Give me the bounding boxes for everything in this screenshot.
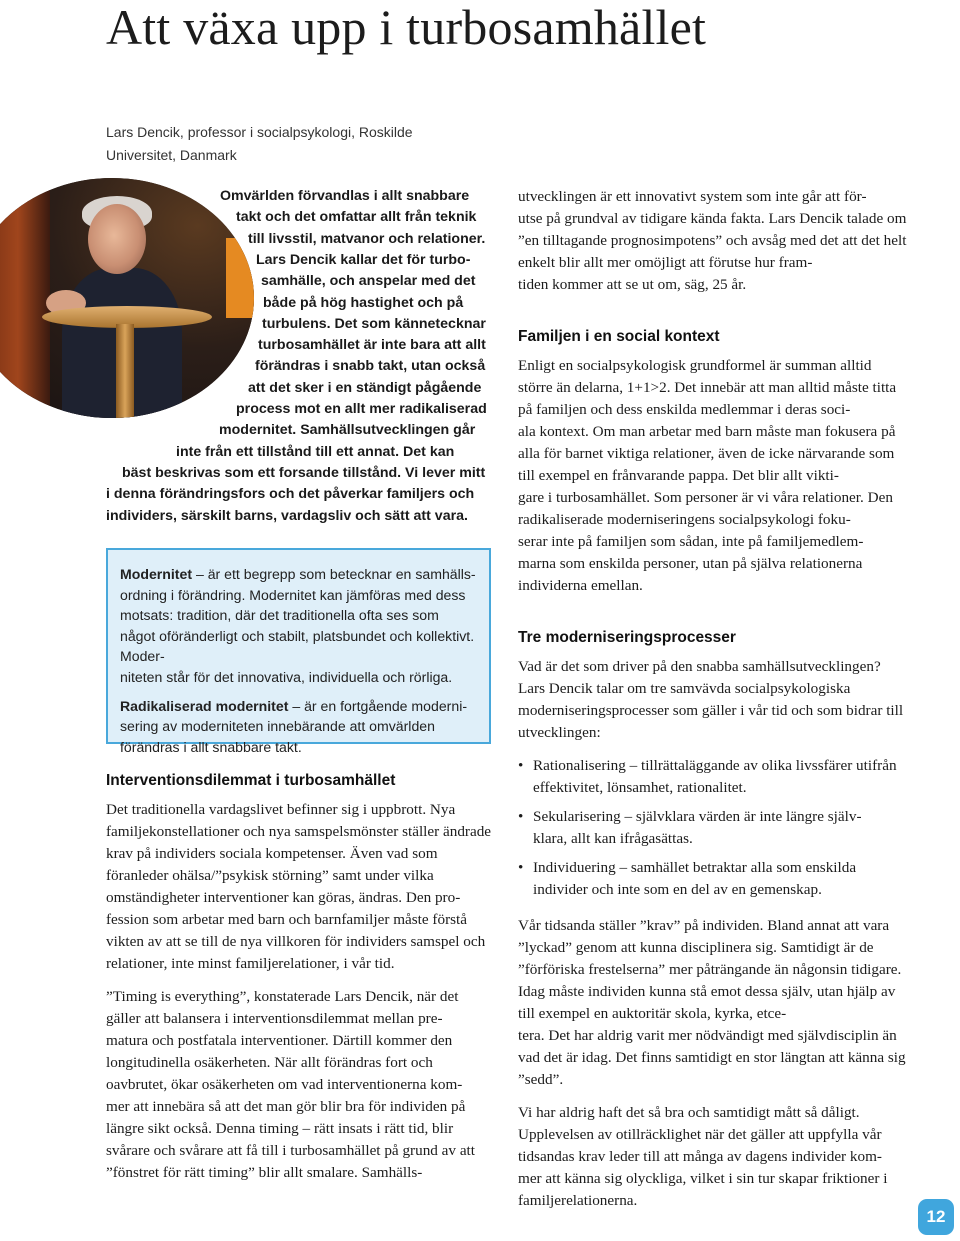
page-title: Att växa upp i turbosamhället bbox=[106, 0, 707, 55]
lead-line: inte från ett tillstånd till ett annat. Det kan bbox=[176, 443, 455, 460]
body-paragraph: Vad är det som driver på den snabba samhällsutvecklingen? Lars Dencik talar om tre samvävda socialpsykologiska moderniseringsprocesser som gäller i vår tid och som bidrar till utvecklingen: bbox=[518, 658, 904, 741]
definition-radikaliserad-modernitet bbox=[120, 696, 477, 758]
lead-line: individers, särskilt barns, vardagsliv och sätt att vara. bbox=[106, 507, 468, 524]
list-item: • Individuering – samhället betraktar alla som enskilda individer och inte som en del av en gemenskap. bbox=[518, 857, 908, 901]
lead-line: modernitet. Samhällsutvecklingen går bbox=[219, 422, 476, 439]
lead-line: process mot en allt mer radikaliserad bbox=[236, 401, 487, 417]
process-list bbox=[518, 755, 908, 901]
list-item: • Rationalisering – tillrättaläggande av olika livssfärer utifrån effektivitet, lönsamhet, rationalitet. bbox=[518, 755, 908, 799]
lead-line: att det sker i en ständigt pågående bbox=[248, 379, 482, 396]
list-item: • Sekularisering – självklara värden är inte längre själv- klara, allt kan ifrågasättas. bbox=[518, 806, 908, 850]
body-paragraph: Vår tidsanda ställer ”krav” på individen. Bland annat att vara ”lyckad” genom att kunna disciplinera sig. Samtidigt är de ”förföriska frestelserna” mer påträngande än någonsin tidigare. Idag måste individen kunna stå emot dessa själv, utan hjälp av till exempel en auktoritär skola, kyrka, etce- tera. Det har aldrig varit mer nödvändigt med självdisciplin än vad det är idag. Det finns samtidigt en stor längtan att känna sig ”sedd”. bbox=[518, 917, 906, 1088]
definition-box bbox=[106, 548, 491, 755]
lead-line: till livsstil, matvanor och relationer. bbox=[248, 230, 486, 247]
right-column bbox=[518, 186, 908, 1223]
lead-line: turbulens. Det som kännetecknar bbox=[262, 315, 486, 332]
page-number-badge: 12 bbox=[918, 1199, 954, 1235]
lead-line: takt och det omfattar allt från teknik bbox=[236, 209, 477, 226]
body-paragraph: Enligt en socialpsykologisk grundformel är summan alltid större än delarna, 1+1>2. Det innebär att man alltid måste titta på familjen och dess enskilda medlemmar i deras soci- ala kontext. Om man arbetar med barn måste man fokusera på alla för barnet viktiga relationer, även de icke närvarande som till exempel en frånvarande pappa. Det blir allt vikti- gare i turbosamhället. Som personer är vi våra relationer. Den radikaliserade moderniseringens socialpsykologi foku- serar inte på familjen som sådan, inte på familjemedlem- marna som enskilda personer, utan på själva relationerna individerna emellan. bbox=[518, 357, 897, 594]
section-heading-moderniseringsprocesser: Tre moderniseringsprocesser bbox=[518, 629, 736, 646]
lead-line: i denna förändringsfors och det påverkar familjers och bbox=[106, 486, 475, 503]
lead-line: turbosamhället är inte bara att allt bbox=[258, 337, 486, 354]
definition-modernitet bbox=[120, 564, 477, 688]
body-paragraph: Vi har aldrig haft det så bra och samtidigt mått så dåligt. Upplevelsen av otillräcklighet när det gäller att uppfylla vår tidsandas krav leder till att många av dagens individer kom- mer att känna sig olyckliga, vilket i sin tur skapar friktioner i familjerelationerna. bbox=[518, 1104, 888, 1209]
left-column bbox=[106, 770, 494, 1195]
lead-line: Omvärlden förvandlas i allt snabbare bbox=[220, 188, 470, 204]
definition-text: – är en fortgående moderni- sering av moderniteten innebärande att omvärlden förändras i allt snabbare takt. bbox=[120, 697, 468, 755]
section-heading-interventionsdilemmat: Interventionsdilemmat i turbosamhället bbox=[106, 772, 396, 789]
lead-line: både på hög hastighet och på bbox=[263, 294, 464, 311]
author-byline: Lars Dencik, professor i socialpsykologi, Roskilde Universitet, Danmark bbox=[106, 124, 413, 163]
lead-line: bäst beskrivas som ett forsande tillstånd. Vi lever mitt bbox=[122, 464, 486, 481]
body-paragraph: utvecklingen är ett innovativt system som inte går att för- utse på grundval av tidigare kända fakta. Lars Dencik talade om ”en tilltagande prognosimpotens” och avsåg med det att det helt enkelt blir allt mer omöjligt att förutse hur fram- tiden kommer att se ut om, säg, 25 år. bbox=[518, 188, 907, 293]
definition-text: – är ett begrepp som betecknar en samhälls- ordning i förändring. Modernitet kan jämföras med dess motsats: tradition, där det traditionella ofta ses som något oföränderligt och stabilt, platsbundet och kollektivt. Moder- niteten står för det innovativa, individuella och rörliga. bbox=[120, 566, 476, 685]
speaker-photo bbox=[0, 178, 254, 418]
lead-line: samhälle, och anspelar med det bbox=[261, 273, 476, 290]
section-heading-familjen: Familjen i en social kontext bbox=[518, 328, 720, 345]
term-radikaliserad-modernitet: Radikaliserad modernitet bbox=[120, 697, 289, 714]
body-paragraph: Det traditionella vardagslivet befinner sig i uppbrott. Nya familjekonstellationer och nya samspelsmönster ställer ändrade krav på individers sociala kompetenser. Även vad som föranleder ohälsa/”psykisk störning” samt under vilka omständigheter interventioner kan göras, ändras. Den pro- fession som arbetar med barn och barnfamiljer måste förstå vikten av att se till de nya villkoren för individers samspel och relationer, inte minst familjerelationer, i vår tid. bbox=[106, 801, 492, 972]
lead-line: Lars Dencik kallar det för turbo- bbox=[256, 251, 471, 268]
term-modernitet: Modernitet bbox=[120, 566, 193, 582]
body-paragraph: ”Timing is everything”, konstaterade Lars Dencik, när det gäller att balansera i interventionsdilemmat mellan pre- matura och postfatala interventioner. Därtill kommer den longitudinella osäkerheten. När allt förändras fort och oavbrutet, ökar osäkerheten om vad interventionerna kom- mer att innebära så att det man gör blir bra för individen på längre sikt också. Denna timing – rätt insats i rätt tid, blir svårare och svårare att få till i turbosamhället på grund av att ”fönstret för rätt timing” blir allt smalare. Samhälls- bbox=[106, 988, 475, 1181]
lead-line: förändras i snabb takt, utan också bbox=[255, 358, 486, 375]
